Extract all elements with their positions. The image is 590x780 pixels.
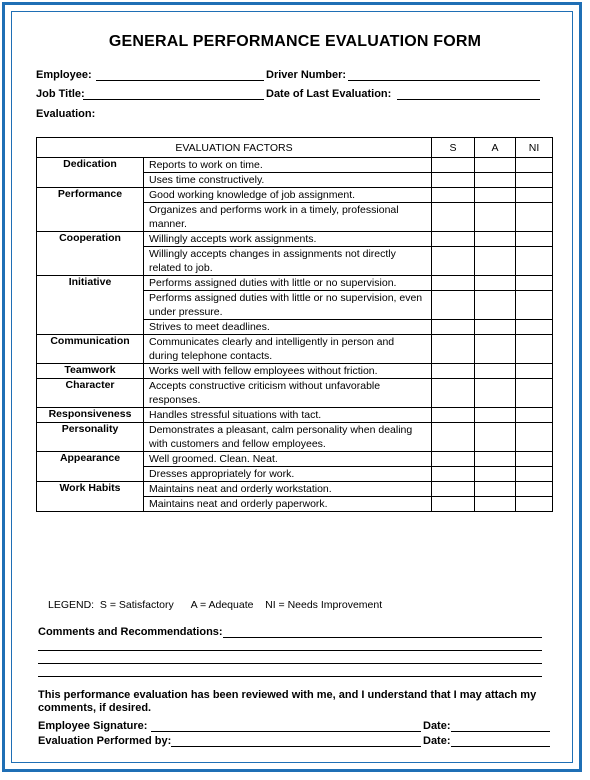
criterion-text: Demonstrates a pleasant, calm personality when dealing with customers and fellow employees. [144,423,432,452]
rating-cell-ni[interactable] [516,364,553,379]
rating-cell-s[interactable] [432,467,475,482]
rating-cell-s[interactable] [432,364,475,379]
criterion-text: Uses time constructively. [144,173,432,188]
criterion-text: Willingly accepts work assignments. [144,232,432,247]
rating-cell-ni[interactable] [516,452,553,467]
rating-cell-s[interactable] [432,497,475,512]
col-header-factors: EVALUATION FACTORS [37,138,432,158]
employee-field[interactable] [96,80,264,81]
rating-cell-ni[interactable] [516,467,553,482]
rating-cell-a[interactable] [475,158,516,173]
rating-cell-ni[interactable] [516,335,553,364]
rating-cell-a[interactable] [475,173,516,188]
factor-name: Personality [37,423,144,452]
rating-cell-ni[interactable] [516,379,553,408]
comments-line-1[interactable] [223,637,542,638]
date-label-2: Date: [423,735,451,747]
table-row [37,335,553,364]
evaluation-label: Evaluation: [36,108,96,120]
rating-cell-a[interactable] [475,232,516,247]
factor-name: Appearance [37,452,144,482]
factor-name: Responsiveness [37,408,144,423]
rating-cell-a[interactable] [475,335,516,364]
evaluation-table [36,137,553,512]
col-header-s: S [432,138,475,158]
col-header-ni: NI [516,138,553,158]
table-row [37,188,553,203]
rating-cell-s[interactable] [432,276,475,291]
rating-cell-ni[interactable] [516,247,553,276]
comments-line-4[interactable] [38,676,542,677]
rating-cell-s[interactable] [432,335,475,364]
rating-cell-s[interactable] [432,188,475,203]
factor-name: Cooperation [37,232,144,276]
rating-cell-ni[interactable] [516,203,553,232]
table-row [37,408,553,423]
employee-signature-label: Employee Signature: [38,720,148,732]
criterion-text: Well groomed. Clean. Neat. [144,452,432,467]
rating-cell-a[interactable] [475,203,516,232]
job-title-label: Job Title: [36,88,85,100]
factor-name: Character [37,379,144,408]
evaluation-performed-by-label: Evaluation Performed by: [38,735,172,747]
rating-cell-a[interactable] [475,482,516,497]
rating-cell-ni[interactable] [516,173,553,188]
criterion-text: Handles stressful situations with tact. [144,408,432,423]
rating-cell-a[interactable] [475,291,516,320]
criterion-text: Willingly accepts changes in assignments not directly related to job. [144,247,432,276]
factor-name: Performance [37,188,144,232]
table-row [37,423,553,452]
rating-cell-a[interactable] [475,188,516,203]
factor-name: Initiative [37,276,144,335]
criterion-text: Works well with fellow employees without friction. [144,364,432,379]
rating-cell-s[interactable] [432,423,475,452]
criterion-text: Performs assigned duties with little or no supervision. [144,276,432,291]
rating-cell-s[interactable] [432,320,475,335]
rating-cell-a[interactable] [475,364,516,379]
evaluator-signature-field[interactable] [171,746,421,747]
rating-cell-s[interactable] [432,247,475,276]
rating-cell-ni[interactable] [516,497,553,512]
table-row [37,379,553,408]
rating-cell-ni[interactable] [516,276,553,291]
rating-cell-ni[interactable] [516,320,553,335]
review-statement: This performance evaluation has been reviewed with me, and I understand that I may attach my comments, if desired. [38,689,537,714]
job-title-field[interactable] [83,99,264,100]
rating-cell-s[interactable] [432,291,475,320]
legend: LEGEND: S = Satisfactory A = Adequate NI = Needs Improvement [48,599,383,611]
criterion-text: Good working knowledge of job assignment. [144,188,432,203]
criterion-text: Accepts constructive criticism without unfavorable responses. [144,379,432,408]
rating-cell-s[interactable] [432,232,475,247]
comments-line-2[interactable] [38,650,542,651]
factor-name: Work Habits [37,482,144,512]
table-row [37,364,553,379]
rating-cell-ni[interactable] [516,408,553,423]
table-row [37,276,553,291]
comments-label: Comments and Recommendations: [38,626,223,638]
rating-cell-a[interactable] [475,408,516,423]
rating-cell-ni[interactable] [516,188,553,203]
rating-cell-s[interactable] [432,452,475,467]
criterion-text: Organizes and performs work in a timely, professional manner. [144,203,432,232]
table-header-row [37,138,553,158]
criterion-text: Maintains neat and orderly paperwork. [144,497,432,512]
factor-name: Dedication [37,158,144,188]
factor-name: Communication [37,335,144,364]
rating-cell-ni[interactable] [516,291,553,320]
date-label-1: Date: [423,720,451,732]
date-last-eval-label: Date of Last Evaluation: [266,88,392,100]
criterion-text: Maintains neat and orderly workstation. [144,482,432,497]
criterion-text: Reports to work on time. [144,158,432,173]
rating-cell-s[interactable] [432,203,475,232]
rating-cell-s[interactable] [432,173,475,188]
col-header-a: A [475,138,516,158]
employee-signature-field[interactable] [151,731,421,732]
criterion-text: Strives to meet deadlines. [144,320,432,335]
rating-cell-a[interactable] [475,497,516,512]
criterion-text: Dresses appropriately for work. [144,467,432,482]
rating-cell-ni[interactable] [516,232,553,247]
date-last-eval-field[interactable] [397,99,540,100]
rating-cell-ni[interactable] [516,423,553,452]
rating-cell-ni[interactable] [516,482,553,497]
date-field-1[interactable] [451,731,550,732]
rating-cell-a[interactable] [475,467,516,482]
table-row [37,232,553,247]
employee-label: Employee: [36,69,92,81]
table-row [37,482,553,497]
form-title: GENERAL PERFORMANCE EVALUATION FORM [108,33,482,50]
comments-line-3[interactable] [38,663,542,664]
rating-cell-a[interactable] [475,247,516,276]
factor-name: Teamwork [37,364,144,379]
date-field-2[interactable] [451,746,550,747]
driver-number-label: Driver Number: [266,69,347,81]
rating-cell-s[interactable] [432,379,475,408]
rating-cell-a[interactable] [475,452,516,467]
driver-number-field[interactable] [348,80,540,81]
rating-cell-s[interactable] [432,158,475,173]
table-row [37,452,553,467]
rating-cell-a[interactable] [475,320,516,335]
rating-cell-a[interactable] [475,379,516,408]
rating-cell-s[interactable] [432,408,475,423]
rating-cell-ni[interactable] [516,158,553,173]
rating-cell-s[interactable] [432,482,475,497]
table-row [37,158,553,173]
rating-cell-a[interactable] [475,276,516,291]
rating-cell-a[interactable] [475,423,516,452]
criterion-text: Communicates clearly and intelligently in person and during telephone contacts. [144,335,432,364]
criterion-text: Performs assigned duties with little or no supervision, even under pressure. [144,291,432,320]
